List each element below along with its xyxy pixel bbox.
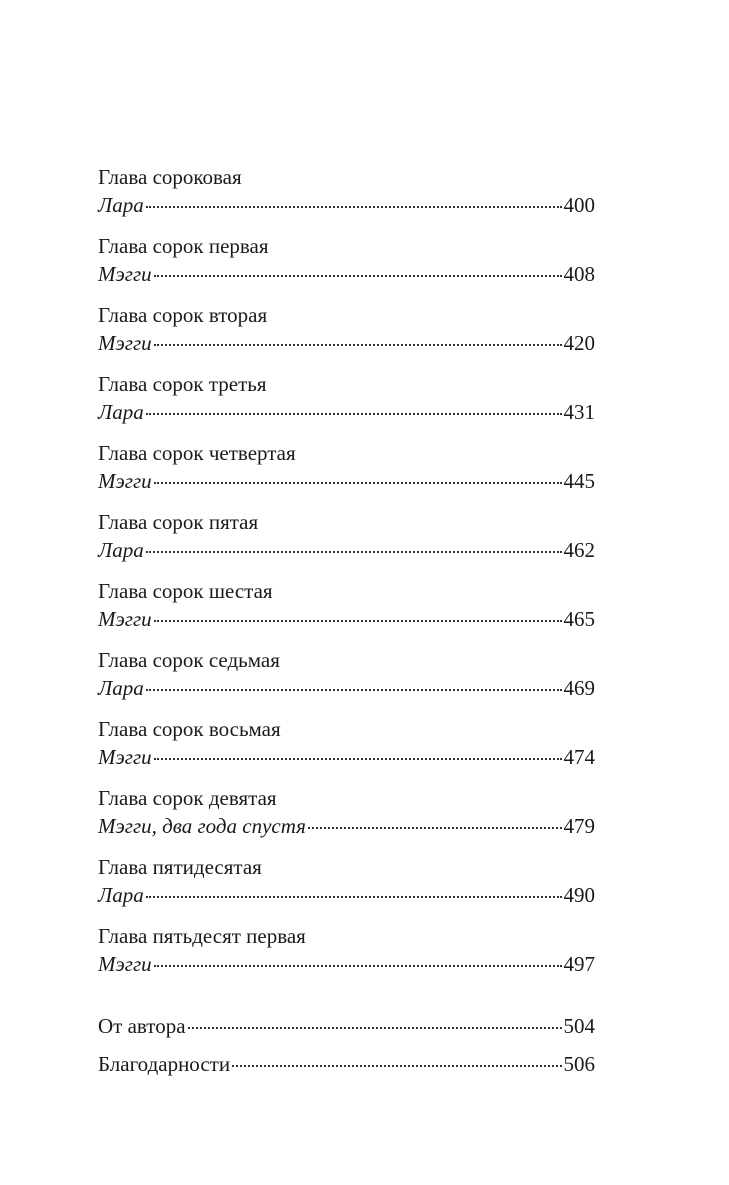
toc-entry-author-note[interactable]	[98, 1012, 595, 1040]
page-number: 445	[563, 469, 595, 493]
chapter-narrator: Лара	[98, 883, 144, 907]
chapter-narrator: Лара	[98, 538, 144, 562]
page-number: 497	[563, 952, 595, 976]
chapter-title: Глава сорок седьмая	[98, 648, 280, 672]
chapter-narrator: Лара	[98, 400, 144, 424]
chapter-title: Глава сорок третья	[98, 372, 267, 396]
entry-title: Благодарности	[98, 1052, 231, 1076]
chapter-entry-row	[98, 329, 595, 357]
chapter-entry-row	[98, 536, 595, 564]
chapter-narrator: Мэгги	[98, 331, 152, 355]
dot-leader	[154, 344, 562, 346]
dot-leader	[154, 482, 562, 484]
chapter-narrator: Мэгги	[98, 952, 152, 976]
dot-leader	[146, 413, 562, 415]
chapter-entry-row	[98, 260, 595, 288]
chapter-entry-row	[98, 674, 595, 702]
page-number: 465	[563, 607, 595, 631]
dot-leader	[154, 620, 562, 622]
chapter-entry-row	[98, 881, 595, 909]
chapter-title: Глава сорок первая	[98, 234, 269, 258]
chapter-title: Глава сорок девятая	[98, 786, 277, 810]
page-number: 431	[563, 400, 595, 424]
chapter-narrator: Мэгги	[98, 262, 152, 286]
toc-chapter-entry[interactable]	[98, 646, 595, 702]
entry-title: От автора	[98, 1014, 186, 1038]
toc-chapter-entry[interactable]	[98, 922, 595, 978]
page-number: 420	[563, 331, 595, 355]
page-number: 469	[563, 676, 595, 700]
chapter-entry-row	[98, 467, 595, 495]
chapter-title: Глава пятидесятая	[98, 855, 262, 879]
page-number: 400	[563, 193, 595, 217]
dot-leader	[308, 827, 562, 829]
chapter-title: Глава пятьдесят первая	[98, 924, 306, 948]
chapter-title: Глава сорок восьмая	[98, 717, 281, 741]
chapter-title: Глава сорок шестая	[98, 579, 273, 603]
dot-leader	[146, 551, 562, 553]
chapter-narrator: Мэгги	[98, 607, 152, 631]
page-number: 462	[563, 538, 595, 562]
chapter-entry-row	[98, 743, 595, 771]
chapter-title: Глава сорок вторая	[98, 303, 268, 327]
back-matter-section	[98, 1012, 595, 1078]
dot-leader	[154, 275, 562, 277]
chapter-narrator: Лара	[98, 676, 144, 700]
toc-chapter-entry[interactable]	[98, 853, 595, 909]
chapter-narrator: Лара	[98, 193, 144, 217]
dot-leader	[232, 1065, 561, 1067]
page-number: 408	[563, 262, 595, 286]
toc-chapter-entry[interactable]	[98, 439, 595, 495]
toc-chapter-entry[interactable]	[98, 163, 595, 219]
chapter-title: Глава сороковая	[98, 165, 242, 189]
chapter-entry-row	[98, 398, 595, 426]
toc-chapter-entry[interactable]	[98, 577, 595, 633]
chapter-title: Глава сорок пятая	[98, 510, 259, 534]
page-number: 474	[563, 745, 595, 769]
chapter-narrator: Мэгги, два года спустя	[98, 814, 306, 838]
dot-leader	[154, 965, 562, 967]
page-number: 490	[563, 883, 595, 907]
toc-chapter-entry[interactable]	[98, 232, 595, 288]
chapter-entry-row	[98, 191, 595, 219]
chapter-entry-row	[98, 812, 595, 840]
toc-chapter-entry[interactable]	[98, 715, 595, 771]
dot-leader	[154, 758, 562, 760]
page-number: 479	[563, 814, 595, 838]
toc-chapter-entry[interactable]	[98, 370, 595, 426]
chapter-title: Глава сорок четвертая	[98, 441, 296, 465]
toc-chapter-entry[interactable]	[98, 301, 595, 357]
page-number: 506	[563, 1052, 595, 1076]
dot-leader	[146, 896, 562, 898]
table-of-contents	[98, 163, 595, 1088]
page-number: 504	[563, 1014, 595, 1038]
chapter-narrator: Мэгги	[98, 745, 152, 769]
toc-chapter-entry[interactable]	[98, 784, 595, 840]
chapter-entry-row	[98, 605, 595, 633]
toc-entry-acknowledgements[interactable]	[98, 1050, 595, 1078]
toc-chapter-entry[interactable]	[98, 508, 595, 564]
dot-leader	[146, 689, 562, 691]
dot-leader	[188, 1027, 562, 1029]
chapter-entry-row	[98, 950, 595, 978]
chapter-narrator: Мэгги	[98, 469, 152, 493]
dot-leader	[146, 206, 562, 208]
